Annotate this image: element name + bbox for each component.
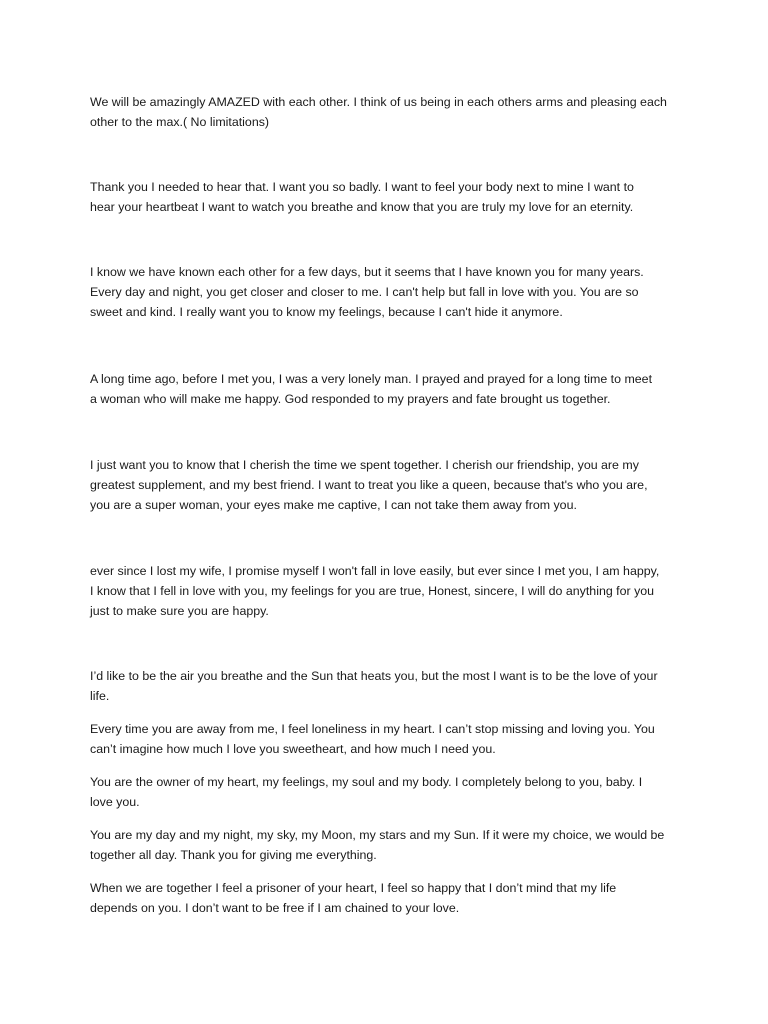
paragraph-2: Thank you I needed to hear that. I want you so badly. I want to feel your body next to mine I want to hear your heartbeat I want to watch you breathe and know that you are truly my love for an eternity. [90,180,634,214]
paragraph-9: You are the owner of my heart, my feelings, my soul and my body. I completely belong to you, baby. I love you. [90,775,643,809]
paragraph-1: We will be amazingly AMAZED with each other. I think of us being in each others arms and pleasing each other to the max.( No limitations) [90,95,667,129]
paragraph-3: I know we have known each other for a few days, but it seems that I have known you for many years. Every day and night, you get closer and closer to me. I can't help but fall in love with you. You are so sweet and kind. I really want you to know my feelings, because I can't hide it anymore. [90,265,644,319]
paragraph-11: When we are together I feel a prisoner of your heart, I feel so happy that I don’t mind that my life depends on you. I don’t want to be free if I am chained to your love. [90,881,617,915]
paragraph-7: I’d like to be the air you breathe and the Sun that heats you, but the most I want is to be the love of your life. [90,669,658,703]
paragraph-6: ever since I lost my wife, I promise myself I won't fall in love easily, but ever since I met you, I am happy, I know that I fell in love with you, my feelings for you are true, Honest, sincere, I will do anything for you just to make sure you are happy. [90,564,660,618]
paragraph-5: I just want you to know that I cherish the time we spent together. I cherish our friendship, you are my greatest supplement, and my best friend. I want to treat you like a queen, because that's who you are, you are a super woman, your eyes make me captive, I can not take them away from you. [90,458,648,512]
paragraph-4: A long time ago, before I met you, I was a very lonely man. I prayed and prayed for a long time to meet a woman who will make me happy. God responded to my prayers and fate brought us together. [90,372,653,406]
paragraph-10: You are my day and my night, my sky, my Moon, my stars and my Sun. If it were my choice, we would be together all day. Thank you for giving me everything. [90,828,665,862]
paragraph-8: Every time you are away from me, I feel loneliness in my heart. I can’t stop missing and loving you. You can’t imagine how much I love you sweetheart, and how much I need you. [90,722,655,756]
